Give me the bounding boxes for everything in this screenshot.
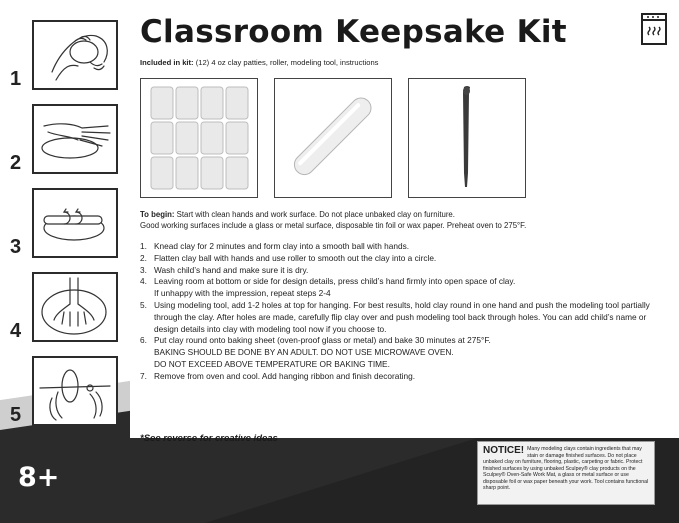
step-text: Wash child’s hand and make sure it is dry. (154, 264, 309, 275)
step-subtext: design details into clay with modeling tool now if you choose to. (154, 323, 387, 334)
list-item (140, 371, 660, 383)
step-subtext: DO NOT EXCEED ABOVE TEMPERATURE OR BAKING TIME. (154, 358, 390, 369)
step-subtext: If unhappy with the impression, repeat steps 2-4 (154, 288, 331, 299)
heat-waves-icon (643, 21, 665, 45)
notice-heading: NOTICE! (483, 445, 525, 456)
step-number: 4 (10, 320, 22, 342)
modeling-tool-photo (408, 78, 526, 198)
step-subtext: BAKING SHOULD BE DONE BY AN ADULT. DO NOT USE MICROWAVE OVEN. (154, 347, 454, 358)
step-3-image (32, 188, 118, 258)
step-number: 3 (10, 236, 22, 258)
roller-photo (274, 78, 392, 198)
included-in-kit (140, 58, 378, 67)
list-item (140, 335, 660, 370)
step-index: 7. (140, 370, 147, 381)
step-index: 4. (140, 276, 147, 287)
step-subtext: through the clay. After holes are made, carefully flip clay over and push modeling tool back through holes. You can add child’s name or (154, 311, 647, 322)
clay-patties-image (141, 79, 256, 196)
roller-image (275, 79, 390, 196)
step-index: 2. (140, 252, 147, 263)
list-item (140, 276, 660, 300)
step-1-image (32, 20, 118, 90)
step-2-image (32, 104, 118, 174)
list-item (140, 253, 660, 265)
modeling-tool-image (409, 79, 524, 196)
included-text: (12) 4 oz clay patties, roller, modeling tool, instructions (193, 58, 379, 67)
notice-box (477, 441, 655, 505)
notice-text: Many modeling clays contain ingredients that may stain or damage finished surfaces. Do not place unbaked clay on furniture, flooring, plastic, carpeting or fabric. Protect finished surfaces by using unbaked Sculpey® clay products on the Sculpey® Oven-Safe Work Mat, a glass or metal surface or use disposable foil or wax paper beneath your work. Tool contains functional sharp point. (483, 446, 649, 491)
oven-icon (641, 13, 667, 45)
hand-on-clay-icon (34, 106, 116, 172)
age-badge: 8+ (18, 462, 60, 493)
step-text: Knead clay for 2 minutes and form clay into a smooth ball with hands. (154, 241, 410, 251)
step-index: 1. (140, 241, 147, 251)
list-item (140, 300, 660, 335)
reverse-note: *See reverse for creative ideas (140, 433, 278, 444)
kneading-clay-hands-icon (34, 22, 116, 88)
step-index: 5. (140, 299, 147, 310)
clay-patties-photo (140, 78, 258, 198)
step-index: 6. (140, 335, 147, 346)
intro-line2: Good working surfaces include a glass or metal surface, disposable tin foil or wax paper. Preheat oven to 275°F. (140, 221, 527, 230)
list-item (140, 241, 660, 253)
step-text: Remove from oven and cool. Add hanging ribbon and finish decorating. (154, 370, 416, 381)
list-item (140, 265, 660, 277)
step-number: 2 (10, 152, 22, 174)
intro-label: To begin: (140, 210, 175, 219)
step-5-image (32, 356, 118, 426)
included-label: Included in kit: (140, 58, 194, 67)
poking-hole-icon (34, 358, 116, 424)
step-text: Leaving room at bottom or side for design details, press child’s hand firmly into open space of clay. (154, 276, 516, 287)
step-4-image (32, 272, 118, 342)
step-text: Flatten clay ball with hands and use roller to smooth out the clay into a circle. (154, 252, 437, 263)
intro-text (140, 209, 640, 231)
step-text: Put clay round onto baking sheet (oven-proof glass or metal) and bake 30 minutes at 275°F. (154, 335, 491, 346)
step-number: 5 (10, 404, 22, 426)
step-number: 1 (10, 68, 22, 90)
intro-line1: Start with clean hands and work surface. Do not place unbaked clay on furniture. (174, 210, 455, 219)
page-title: Classroom Keepsake Kit (140, 14, 567, 50)
instruction-list (140, 241, 660, 383)
rolling-clay-icon (34, 190, 116, 256)
step-text: Using modeling tool, add 1-2 holes at top for hanging. For best results, hold clay round in one hand and push the modeling tool partially (154, 299, 650, 310)
handprint-clay-icon (34, 274, 116, 340)
step-index: 3. (140, 264, 147, 275)
